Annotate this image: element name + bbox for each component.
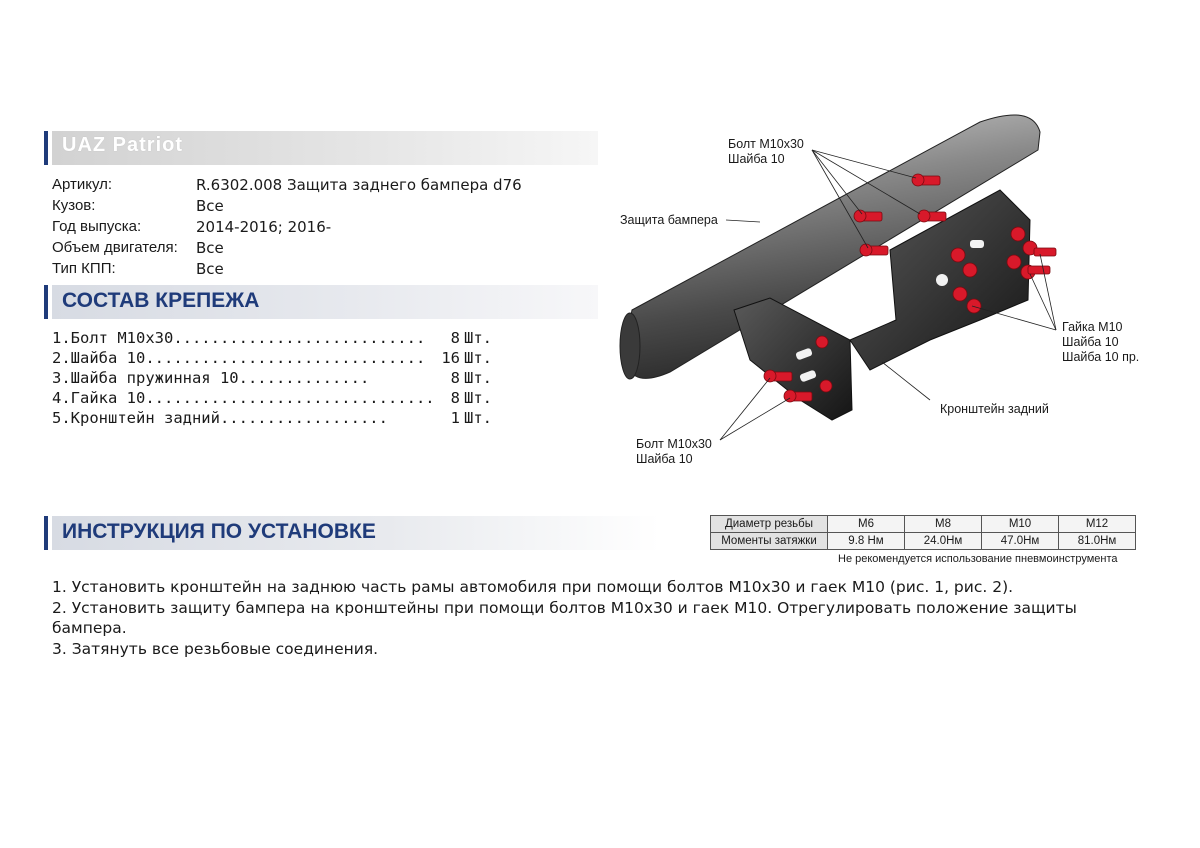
- left-bracket: [734, 298, 852, 420]
- callout-washer-label: Шайба 10: [1062, 335, 1119, 349]
- torque-size-cell: М12: [1059, 516, 1136, 533]
- torque-row-label: Диаметр резьбы: [711, 516, 828, 533]
- fastener-unit: Шт.: [464, 389, 492, 407]
- callout-bracket: Кронштейн задний: [940, 402, 1049, 416]
- callout-top-washer: Шайба 10: [728, 152, 785, 166]
- callout-bumper: Защита бампера: [620, 213, 718, 227]
- spec-label: Год выпуска:: [52, 218, 142, 235]
- torque-value-cell: 24.0Нм: [905, 533, 982, 550]
- instructions-title: ИНСТРУКЦИЯ ПО УСТАНОВКЕ: [62, 520, 376, 543]
- instructions-header: [44, 516, 660, 550]
- fastener-qty: 8: [450, 389, 460, 407]
- model-header: [44, 131, 598, 165]
- callout-bottom: [636, 437, 712, 467]
- fastener-name: 5.Кронштейн задний..................: [52, 409, 388, 427]
- spec-label: Объем двигателя:: [52, 239, 178, 256]
- instruction-step: 1. Установить кронштейн на заднюю часть рамы автомобиля при помощи болтов М10х30 и гаек М10 (рис. 1, рис. 2).: [52, 578, 1014, 596]
- assembly-diagram: [600, 110, 1180, 480]
- tube-end: [620, 313, 640, 379]
- fastener-name: 2.Шайба 10..............................: [52, 349, 426, 367]
- instruction-step: 2. Установить защиту бампера на кронштейны при помощи болтов М10х30 и гаек М10. Отрегулировать положение защиты бампера.: [52, 599, 1077, 637]
- spec-value: 2014-2016; 2016-: [196, 218, 332, 236]
- fasteners-title: СОСТАВ КРЕПЕЖА: [62, 289, 260, 312]
- fastener-unit: Шт.: [464, 409, 492, 427]
- spec-value: Все: [196, 197, 224, 215]
- fastener-qty: 16: [441, 349, 460, 367]
- fastener-name: 4.Гайка 10...............................: [52, 389, 435, 407]
- spec-label: Кузов:: [52, 197, 96, 214]
- callout-bottom-washer: Шайба 10: [636, 452, 693, 466]
- spec-value: Все: [196, 260, 224, 278]
- torque-row-label: Моменты затяжки: [711, 533, 828, 550]
- callout-bottom-bolt: Болт М10х30: [636, 437, 712, 451]
- callout-top: [728, 137, 804, 167]
- torque-table: [710, 515, 1136, 550]
- spec-value: R.6302.008 Защита заднего бампера d76: [196, 176, 522, 194]
- callout-spring-washer-label: Шайба 10 пр.: [1062, 350, 1140, 364]
- callout-top-bolt: Болт М10х30: [728, 137, 804, 151]
- spec-value: Все: [196, 239, 224, 257]
- callout-nut-label: Гайка М10: [1062, 320, 1123, 334]
- fastener-qty: 8: [450, 329, 460, 347]
- fastener-name: 3.Шайба пружинная 10..............: [52, 369, 370, 387]
- instruction-step: 3. Затянуть все резьбовые соединения.: [52, 640, 379, 658]
- fastener-unit: Шт.: [464, 329, 492, 347]
- torque-note: Не рекомендуется использование пневмоинструмента: [838, 553, 1118, 565]
- torque-value-cell: 9.8 Нм: [828, 533, 905, 550]
- fastener-unit: Шт.: [464, 349, 492, 367]
- spec-label: Артикул:: [52, 176, 113, 193]
- fastener-qty: 8: [450, 369, 460, 387]
- bumper-illustration: [600, 110, 1180, 480]
- model-title: UAZ Patriot: [62, 134, 183, 156]
- torque-row-values: [711, 533, 1136, 550]
- callout-nut: [1062, 320, 1139, 365]
- fastener-name: 1.Болт М10х30...........................: [52, 329, 426, 347]
- spec-label: Тип КПП:: [52, 260, 116, 277]
- fasteners-header: [44, 285, 598, 319]
- torque-value-cell: 47.0Нм: [982, 533, 1059, 550]
- fastener-unit: Шт.: [464, 369, 492, 387]
- torque-size-cell: М6: [828, 516, 905, 533]
- torque-size-cell: М10: [982, 516, 1059, 533]
- torque-value-cell: 81.0Нм: [1059, 533, 1136, 550]
- torque-size-cell: М8: [905, 516, 982, 533]
- fastener-qty: 1: [450, 409, 460, 427]
- torque-row-sizes: [711, 516, 1136, 533]
